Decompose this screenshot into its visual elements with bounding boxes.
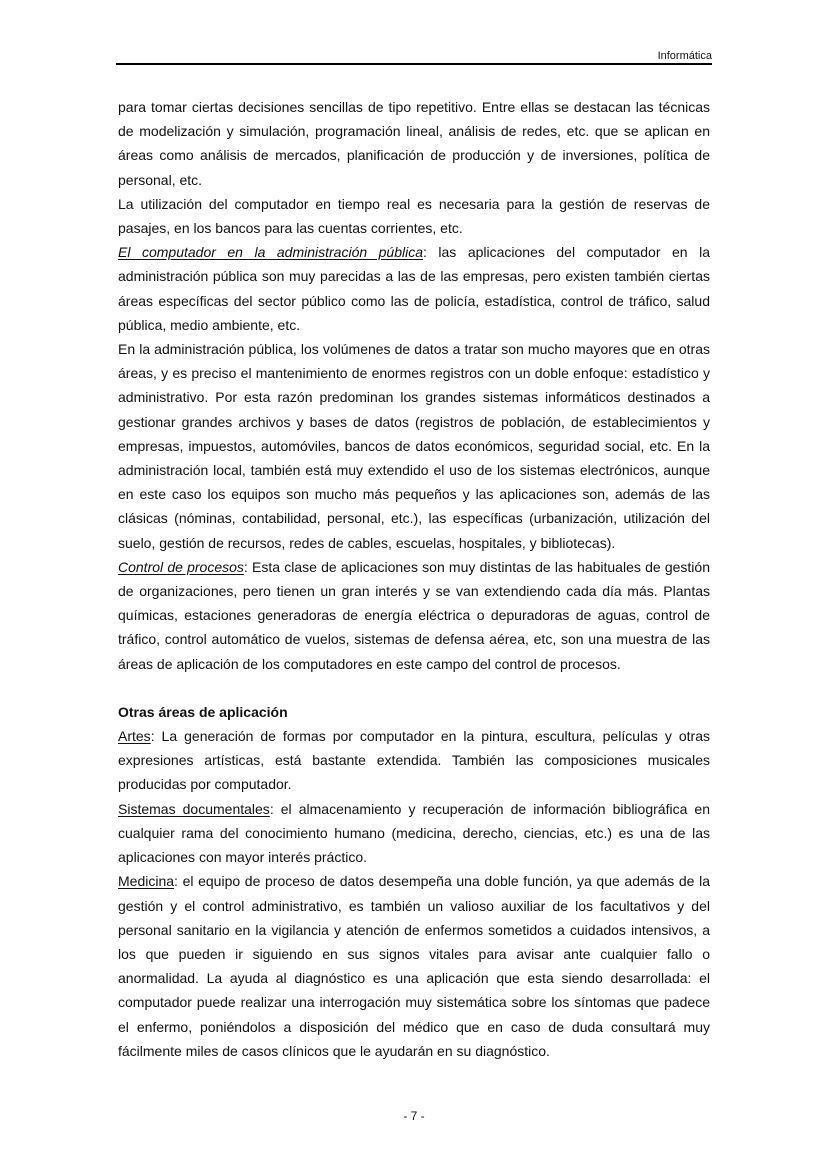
paragraph-data-volumes: En la administración pública, los volúmenes de datos a tratar son mucho mayores que en otras áreas, y es preciso el mantenimiento de enormes registros con un doble enfoque: estadístico y administrativo. Por esta razón predominan los grandes sistemas informáticos destinados a gestionar grandes archivos y bases de datos (registros de población, de establecimientos y empresas, impuestos, automóviles, bancos de datos económicos, seguridad social, etc. En la administración local, también está muy extendido el uso de los sistemas electrónicos, aunque en este caso los equipos son mucho más pequeños y las aplicaciones son, además de las clásicas (nóminas, contabilidad, personal, etc.), las específicas (urbanización, utilización del suelo, gestión de recursos, redes de cables, escuelas, hospitales, y bibliotecas).	[118, 341, 710, 551]
term-process-control: Control de procesos	[118, 558, 244, 575]
term-public-administration: El computador en la administración pública	[118, 244, 424, 261]
text-arts: : La generación de formas por computador en la pintura, escultura, películas y otras expresiones artísticas, está bastante extendida. También las composiciones musicales producidas por computador.	[118, 728, 710, 793]
paragraph-document-systems	[118, 797, 710, 870]
text-public-administration: : las aplicaciones del computador en la administración pública son muy parecidas a las de las empresas, pero existen también ciertas áreas específicas del sector público como las de policía, estadística, control de tráfico, salud pública, medio ambiente, etc.	[118, 244, 710, 333]
paragraph-arts	[118, 724, 710, 797]
header-rule	[116, 63, 712, 65]
paragraph-real-time-use: La utilización del computador en tiempo real es necesaria para la gestión de reservas de pasajes, en los bancos para las cuentas corrientes, etc.	[118, 195, 710, 237]
section-spacer	[118, 676, 710, 700]
document-body	[118, 95, 710, 1063]
paragraph-medicine	[118, 869, 710, 1063]
text-document-systems: : el almacenamiento y recuperación de información bibliográfica en cualquier rama del conocimiento humano (medicina, derecho, ciencias, etc.) es una de las aplicaciones con mayor interés práctico.	[118, 800, 710, 866]
term-document-systems: Sistemas documentales	[118, 800, 270, 817]
term-medicine: Medicina	[118, 873, 175, 890]
paragraph-public-administration	[118, 240, 710, 337]
text-medicine: : el equipo de proceso de datos desempeña una doble función, ya que además de la gestión y el control administrativo, es también un valioso auxiliar de los facultativos y del personal sanitario en la vigilancia y atención de enfermos sometidos a cuidados intensivos, a los que pueden ir siguiendo en sus signos vitales para avisar ante cualquier fallo o anormalidad. La ayuda al diagnóstico es una aplicación que esta siendo desarrollada: el computador puede realizar una interrogación muy sistemática sobre los síntomas que padece el enfermo, poniéndolos a disposición del médico que en caso de duda consultará muy fácilmente miles de casos clínicos que le ayudarán en su diagnóstico.	[118, 873, 710, 1059]
page-number: - 7 -	[403, 1109, 425, 1123]
paragraph-process-control	[118, 555, 710, 676]
term-arts: Artes	[118, 728, 151, 745]
paragraph-decision-techniques: para tomar ciertas decisiones sencillas de tipo repetitivo. Entre ellas se destacan las técnicas de modelización y simulación, programación lineal, análisis de redes, etc. que se aplican en áreas como análisis de mercados, planificación de producción y de inversiones, política de personal, etc.	[118, 99, 710, 188]
header-title: Informática	[657, 50, 712, 62]
page-header	[116, 49, 712, 63]
text-process-control: : Esta clase de aplicaciones son muy distintas de las habituales de gestión de organizaciones, pero tienen un gran interés y se van extendiendo cada día más. Plantas químicas, estaciones generadoras de energía eléctrica o depuradoras de aguas, control de tráfico, control automático de vuelos, sistemas de defensa aérea, etc, son una muestra de las áreas de aplicación de los computadores en este campo del control de procesos.	[118, 558, 710, 672]
section-title: Otras áreas de aplicación	[118, 703, 288, 720]
